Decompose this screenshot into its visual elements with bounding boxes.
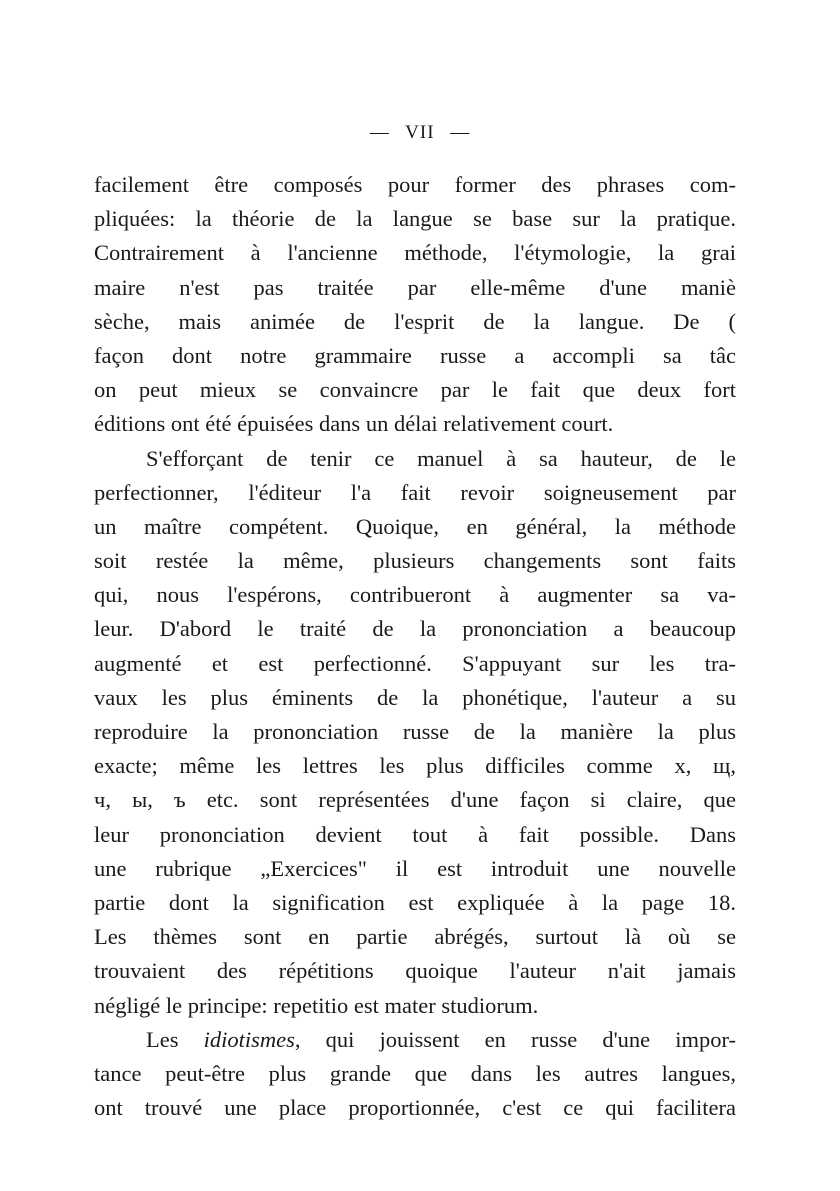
text-line: ont trouvé une place proportionnée, c'est ce qui facilitera bbox=[94, 1095, 736, 1121]
text-line: S'efforçant de tenir ce manuel à sa hauteur, de le bbox=[146, 445, 736, 471]
body-text bbox=[94, 168, 736, 1125]
text-line: éditions ont été épuisées dans un délai relativement court. bbox=[94, 411, 614, 437]
text-line: sèche, mais animée de l'esprit de la langue. De ( bbox=[94, 308, 736, 334]
text-line: une rubrique „Exercices" il est introduit une nouvelle bbox=[94, 855, 736, 881]
text-line: augmenté et est perfectionné. S'appuyant sur les tra- bbox=[94, 650, 736, 676]
text-line: partie dont la signification est expliquée à la page 18. bbox=[94, 889, 736, 915]
text-line: pliquées: la théorie de la langue se base sur la pratique. bbox=[94, 206, 736, 232]
header-dash-left: — bbox=[369, 122, 390, 143]
text-line: exacte; même les lettres les plus difficiles comme x, щ, bbox=[94, 753, 736, 779]
text-line: ч, ы, ъ etc. sont représentées d'une façon si claire, que bbox=[94, 787, 736, 813]
text-line: leur. D'abord le traité de la prononciation a beaucoup bbox=[94, 616, 736, 642]
text-line: maire n'est pas traitée par elle-même d'une maniè bbox=[94, 274, 736, 300]
text-line bbox=[94, 1023, 736, 1057]
header-dash-right: — bbox=[450, 122, 471, 143]
page-header bbox=[0, 122, 840, 144]
text-line: perfectionner, l'éditeur l'a fait revoir soigneusement par bbox=[94, 479, 736, 505]
text-line: un maître compétent. Quoique, en général, la méthode bbox=[94, 513, 736, 539]
text-line: leur prononciation devient tout à fait possible. Dans bbox=[94, 821, 736, 847]
text-line: trouvaient des répétitions quoique l'auteur n'ait jamais bbox=[94, 958, 736, 984]
text-line: reproduire la prononciation russe de la manière la plus bbox=[94, 719, 736, 744]
text-fragment: Les bbox=[146, 1026, 179, 1052]
text-line: on peut mieux se convaincre par le fait que deux fort bbox=[94, 377, 736, 403]
text-fragment: , qui jouissent en russe d'une impor- bbox=[294, 1026, 737, 1052]
text-line: qui, nous l'espérons, contribueront à augmenter sa va- bbox=[94, 582, 736, 608]
text-line: Contrairement à l'ancienne méthode, l'étymologie, la grai bbox=[94, 240, 736, 266]
text-line: Les thèmes sont en partie abrégés, surtout là où se bbox=[94, 924, 736, 950]
text-line: facilement être composés pour former des phrases com- bbox=[94, 172, 736, 197]
text-line: façon dont notre grammaire russe a accompli sa tâc bbox=[94, 342, 736, 368]
text-line: négligé le principe: repetitio est mater studiorum. bbox=[94, 992, 539, 1018]
text-line: vaux les plus éminents de la phonétique, l'auteur a su bbox=[94, 684, 736, 710]
text-line: soit restée la même, plusieurs changements sont faits bbox=[94, 548, 736, 574]
text-line: tance peut-être plus grande que dans les autres langues, bbox=[94, 1060, 736, 1086]
italic-word: idiotismes bbox=[203, 1026, 295, 1052]
page-number: VII bbox=[405, 122, 435, 143]
